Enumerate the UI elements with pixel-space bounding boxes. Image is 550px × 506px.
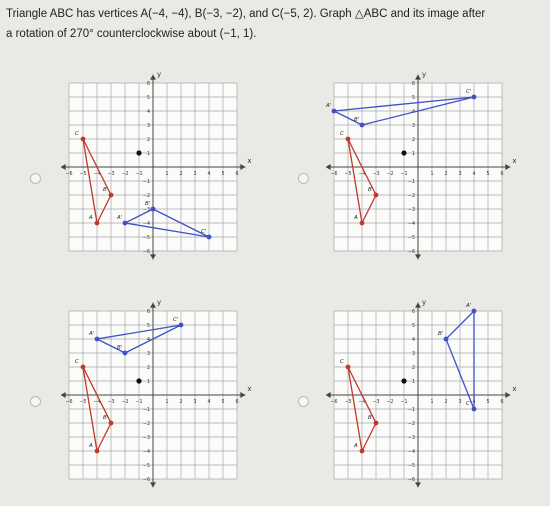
original-vertex-label: C — [75, 359, 79, 365]
y-tick-label: 3 — [411, 124, 415, 129]
y-tick-label: −2 — [142, 422, 150, 427]
y-tick-label: −4 — [407, 450, 415, 455]
image-vertex-label: C' — [173, 317, 179, 323]
y-axis-label: y — [422, 70, 427, 79]
y-tick-label: 5 — [411, 324, 415, 329]
x-tick-label: −4 — [358, 172, 366, 177]
y-tick-label: 6 — [146, 82, 150, 87]
x-axis-label: x — [247, 385, 252, 393]
y-tick-label: 2 — [146, 366, 150, 371]
original-vertex-label: A — [354, 443, 358, 449]
original-vertex-point — [346, 137, 351, 142]
x-tick-label: 5 — [221, 400, 225, 405]
center-of-rotation-point — [401, 150, 406, 155]
image-vertex-point — [179, 323, 184, 328]
image-vertex-label: A' — [326, 103, 332, 109]
original-vertex-point — [360, 449, 365, 454]
x-tick-label: 4 — [207, 172, 211, 177]
original-vertex-label: B — [368, 415, 372, 421]
option-a-radio[interactable] — [30, 173, 41, 184]
x-tick-label: 6 — [500, 172, 504, 177]
y-tick-label: −4 — [142, 450, 150, 455]
y-tick-label: 6 — [146, 310, 150, 315]
x-axis-label: x — [247, 157, 252, 165]
x-tick-label: −1 — [400, 400, 408, 405]
y-tick-label: −6 — [142, 250, 150, 255]
original-vertex-point — [374, 421, 379, 426]
option-c-graph[interactable] — [58, 298, 252, 490]
x-tick-label: −2 — [386, 172, 394, 177]
x-tick-label: 5 — [221, 172, 225, 177]
original-vertex-point — [109, 421, 114, 426]
x-tick-label: −5 — [344, 400, 352, 405]
y-axis-label: y — [157, 70, 162, 79]
x-tick-label: −3 — [107, 172, 115, 177]
image-vertex-point — [444, 337, 449, 342]
y-tick-label: 1 — [146, 380, 150, 385]
y-tick-label: −5 — [407, 236, 415, 241]
original-vertex-label: C — [340, 131, 344, 137]
y-tick-label: 3 — [146, 124, 150, 129]
image-vertex-label: C' — [466, 401, 472, 407]
x-tick-label: −6 — [330, 400, 338, 405]
center-of-rotation-point — [136, 150, 141, 155]
x-tick-label: 2 — [444, 172, 448, 177]
y-tick-label: −5 — [142, 464, 150, 469]
question-text — [6, 4, 546, 44]
y-tick-label: 1 — [411, 380, 415, 385]
center-of-rotation-point — [136, 378, 141, 383]
image-vertex-point — [472, 407, 477, 412]
y-tick-label: −2 — [407, 422, 415, 427]
x-tick-label: −6 — [65, 400, 73, 405]
image-vertex-point — [360, 123, 365, 128]
image-vertex-point — [332, 109, 337, 114]
y-tick-label: 2 — [411, 138, 415, 143]
y-tick-label: −6 — [407, 478, 415, 483]
x-tick-label: 3 — [458, 400, 462, 405]
question-line-2: a rotation of 270° counterclockwise about (−1, 1). — [6, 28, 257, 40]
x-tick-label: 2 — [179, 172, 183, 177]
y-tick-label: −5 — [142, 236, 150, 241]
y-tick-label: −1 — [407, 408, 415, 413]
image-vertex-point — [472, 95, 477, 100]
image-vertex-label: B' — [438, 331, 444, 337]
x-tick-label: 1 — [430, 400, 434, 405]
x-tick-label: −2 — [121, 172, 129, 177]
original-vertex-label: B — [103, 415, 107, 421]
x-tick-label: 6 — [500, 400, 504, 405]
image-vertex-point — [123, 351, 128, 356]
option-d-radio[interactable] — [298, 396, 309, 407]
image-vertex-label: A' — [117, 215, 123, 221]
original-vertex-point — [81, 365, 86, 370]
x-tick-label: 2 — [444, 400, 448, 405]
y-tick-label: −4 — [407, 222, 415, 227]
image-vertex-label: B' — [145, 201, 151, 207]
original-vertex-label: A — [89, 215, 93, 221]
y-tick-label: −1 — [142, 180, 150, 185]
y-tick-label: −6 — [142, 478, 150, 483]
image-vertex-label: A' — [466, 303, 472, 309]
image-vertex-label: A' — [89, 331, 95, 337]
x-tick-label: −3 — [107, 400, 115, 405]
original-vertex-label: B — [103, 187, 107, 193]
x-tick-label: −5 — [344, 172, 352, 177]
y-tick-label: −2 — [142, 194, 150, 199]
y-tick-label: −1 — [407, 180, 415, 185]
original-vertex-label: A — [354, 215, 358, 221]
x-tick-label: 6 — [235, 400, 239, 405]
x-tick-label: −1 — [135, 400, 143, 405]
option-d-graph[interactable] — [323, 298, 517, 490]
original-vertex-point — [95, 449, 100, 454]
y-tick-label: 1 — [411, 152, 415, 157]
y-tick-label: −5 — [407, 464, 415, 469]
original-vertex-point — [95, 221, 100, 226]
image-vertex-label: C' — [466, 89, 472, 95]
y-tick-label: 5 — [146, 324, 150, 329]
y-tick-label: 6 — [411, 82, 415, 87]
y-tick-label: −6 — [407, 250, 415, 255]
image-vertex-point — [123, 221, 128, 226]
x-tick-label: 3 — [193, 400, 197, 405]
y-tick-label: −4 — [142, 222, 150, 227]
image-vertex-point — [207, 235, 212, 240]
x-tick-label: −1 — [135, 172, 143, 177]
center-of-rotation-point — [401, 378, 406, 383]
y-tick-label: 1 — [146, 152, 150, 157]
option-b-radio[interactable] — [298, 173, 309, 184]
x-tick-label: −5 — [79, 172, 87, 177]
original-vertex-point — [360, 221, 365, 226]
y-tick-label: 3 — [411, 352, 415, 357]
x-tick-label: 2 — [179, 400, 183, 405]
option-a-graph[interactable] — [58, 70, 252, 262]
x-tick-label: −6 — [330, 172, 338, 177]
y-tick-label: 4 — [411, 110, 415, 115]
x-tick-label: 1 — [165, 400, 169, 405]
x-axis-label: x — [512, 157, 517, 165]
x-tick-label: 5 — [486, 400, 490, 405]
x-tick-label: −2 — [386, 400, 394, 405]
y-tick-label: 2 — [146, 138, 150, 143]
original-vertex-label: C — [75, 131, 79, 137]
x-tick-label: 4 — [207, 400, 211, 405]
original-vertex-point — [346, 365, 351, 370]
y-tick-label: 4 — [411, 338, 415, 343]
x-tick-label: −5 — [79, 400, 87, 405]
x-tick-label: −4 — [93, 172, 101, 177]
x-tick-label: 3 — [458, 172, 462, 177]
image-vertex-point — [151, 207, 156, 212]
x-tick-label: 4 — [472, 400, 476, 405]
y-tick-label: −2 — [407, 194, 415, 199]
image-vertex-label: C' — [201, 229, 207, 235]
x-axis-label: x — [512, 385, 517, 393]
y-axis-label: y — [157, 298, 162, 307]
y-tick-label: 5 — [146, 96, 150, 101]
y-axis-label: y — [422, 298, 427, 307]
image-vertex-label: B' — [354, 117, 360, 123]
x-tick-label: −1 — [400, 172, 408, 177]
x-tick-label: −3 — [372, 172, 380, 177]
y-tick-label: −3 — [142, 208, 150, 213]
x-tick-label: −3 — [372, 400, 380, 405]
y-tick-label: 6 — [411, 310, 415, 315]
question-line-1: Triangle ABC has vertices A(−4, −4), B(−3, −2), and C(−5, 2). Graph △ABC and its image after — [6, 8, 486, 20]
y-tick-label: 5 — [411, 96, 415, 101]
x-tick-label: 6 — [235, 172, 239, 177]
x-tick-label: −2 — [121, 400, 129, 405]
original-vertex-label: B — [368, 187, 372, 193]
x-tick-label: −4 — [358, 400, 366, 405]
y-tick-label: −1 — [142, 408, 150, 413]
y-tick-label: 4 — [146, 110, 150, 115]
x-tick-label: −6 — [65, 172, 73, 177]
y-tick-label: 2 — [411, 366, 415, 371]
x-tick-label: 4 — [472, 172, 476, 177]
original-vertex-point — [81, 137, 86, 142]
y-tick-label: 3 — [146, 352, 150, 357]
original-vertex-point — [109, 193, 114, 198]
y-tick-label: −3 — [407, 208, 415, 213]
image-vertex-label: B' — [117, 345, 123, 351]
image-vertex-point — [472, 309, 477, 314]
option-c-radio[interactable] — [30, 396, 41, 407]
x-tick-label: 1 — [165, 172, 169, 177]
y-tick-label: −3 — [407, 436, 415, 441]
original-vertex-label: A — [89, 443, 93, 449]
x-tick-label: −4 — [93, 400, 101, 405]
x-tick-label: 3 — [193, 172, 197, 177]
y-tick-label: −3 — [142, 436, 150, 441]
x-tick-label: 1 — [430, 172, 434, 177]
original-vertex-label: C — [340, 359, 344, 365]
original-vertex-point — [374, 193, 379, 198]
y-tick-label: 4 — [146, 338, 150, 343]
option-b-graph[interactable] — [323, 70, 517, 262]
x-tick-label: 5 — [486, 172, 490, 177]
image-vertex-point — [95, 337, 100, 342]
